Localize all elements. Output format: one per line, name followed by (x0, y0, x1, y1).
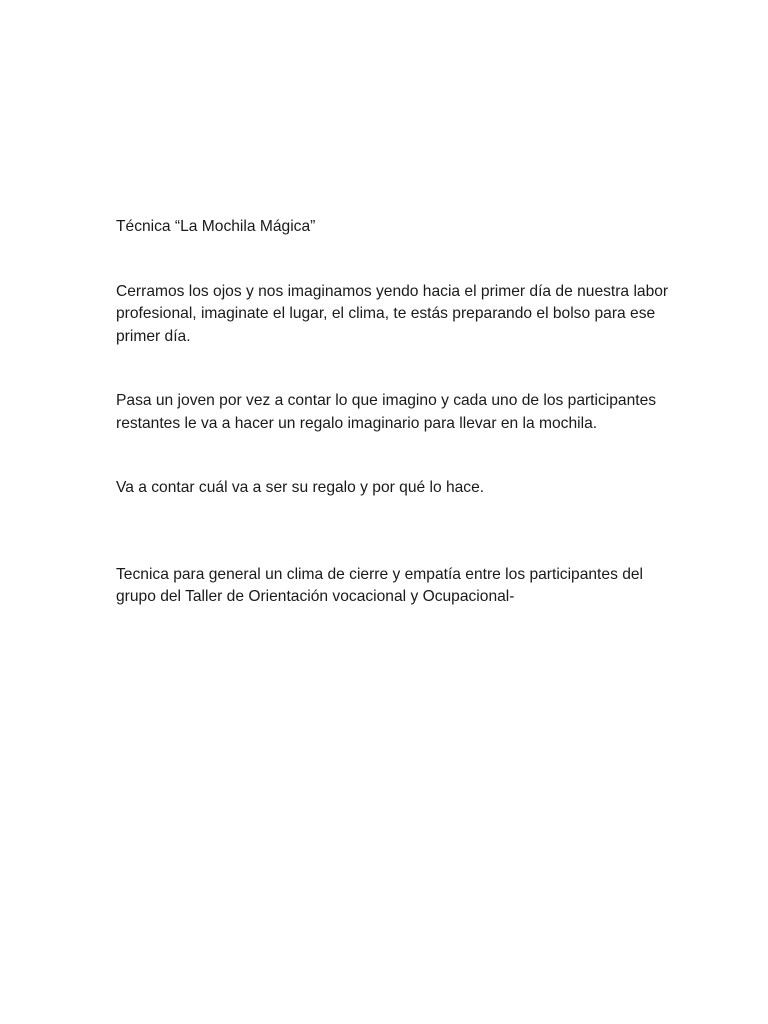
paragraph-4: Tecnica para general un clima de cierre y empatía entre los participantes del grupo del Taller de Orientación vocacional y Ocupacional- (116, 565, 644, 605)
paragraph-3: Va a contar cuál va a ser su regalo y por qué lo hace. (116, 479, 485, 496)
document-title: Técnica “La Mochila Mágica” (116, 218, 316, 235)
document-body (116, 216, 676, 609)
paragraph-2: Pasa un joven por vez a contar lo que imagino y cada uno de los participantes restantes le va a hacer un regalo imaginario para llevar en la mochila. (116, 392, 657, 432)
paragraph-1: Cerramos los ojos y nos imaginamos yendo hacia el primer día de nuestra labor profesional, imaginate el lugar, el clima, te estás preparando el bolso para ese primer día. (116, 282, 669, 345)
